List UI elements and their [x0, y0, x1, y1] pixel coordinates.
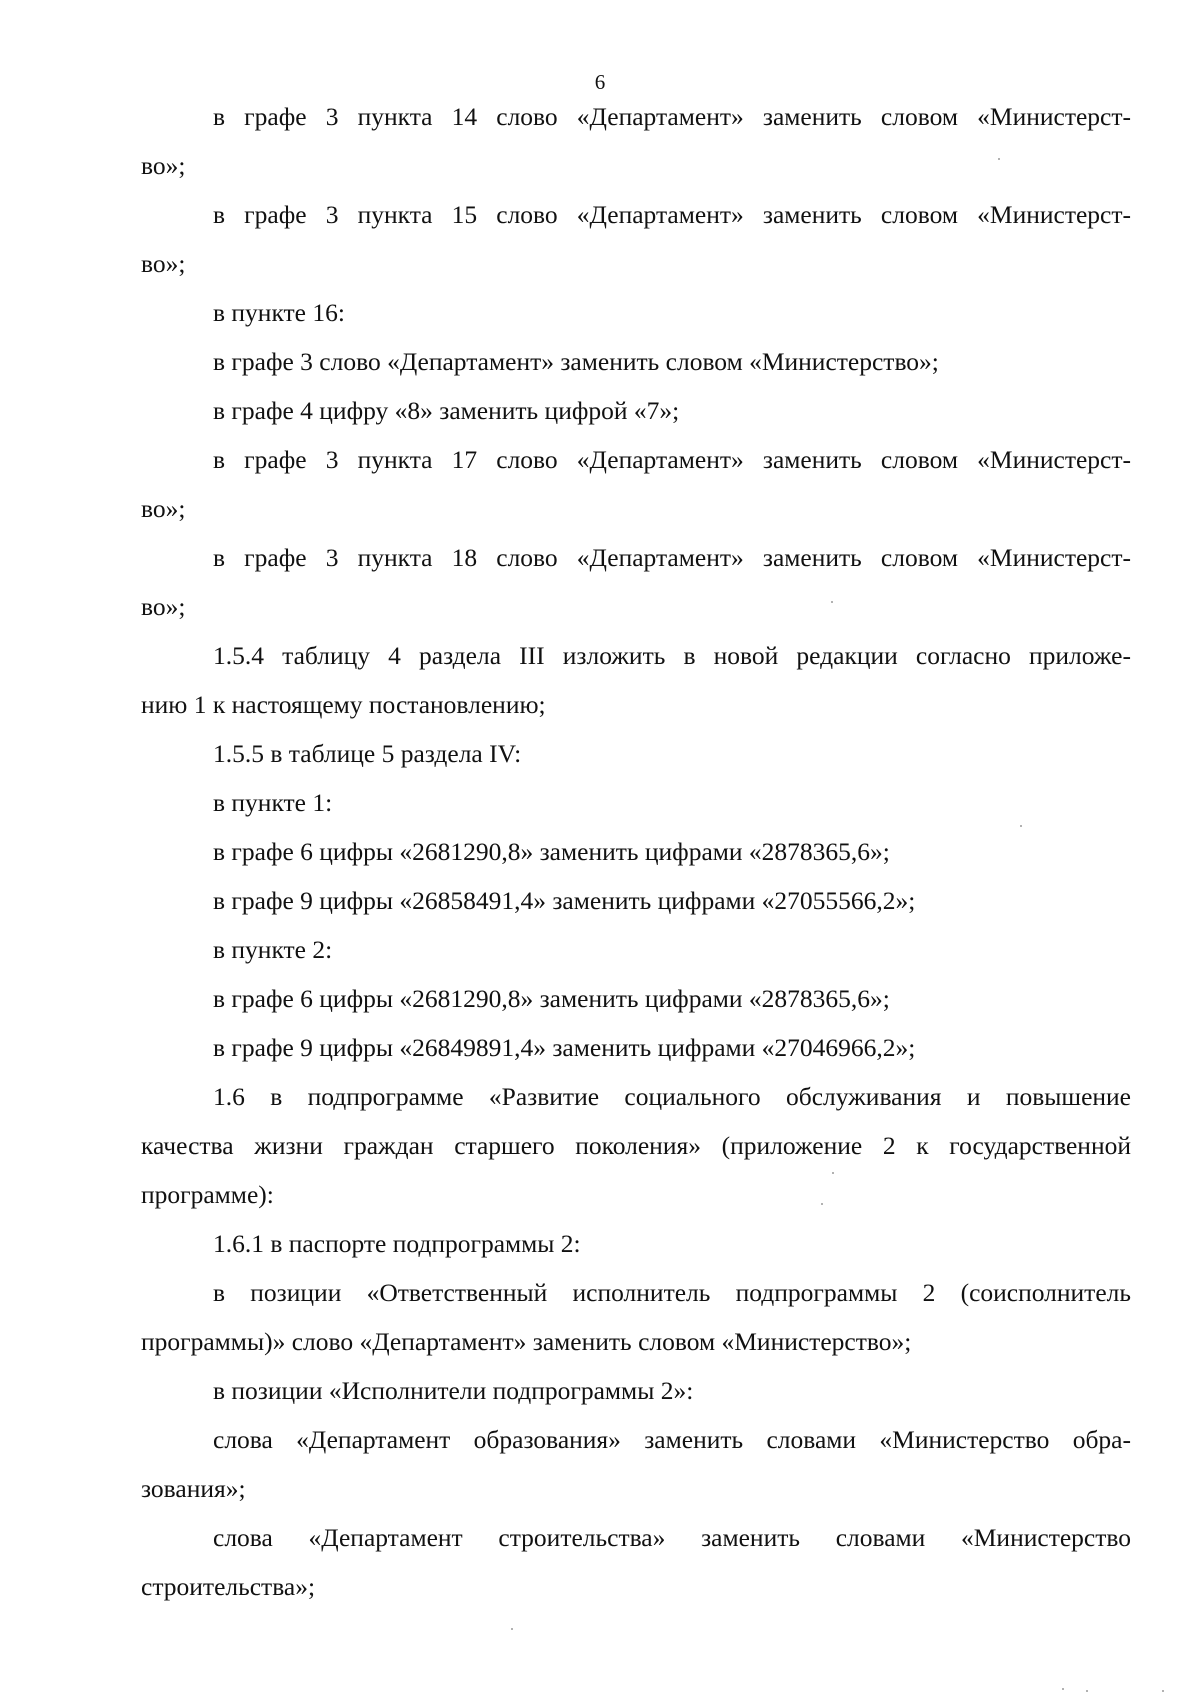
text-line: в графе 6 цифры «2681290,8» заменить цифрами «2878365,6»; [213, 984, 890, 1013]
text-line: во»; [141, 592, 186, 621]
text-line: строительства»; [141, 1572, 316, 1601]
scan-speck [821, 1203, 823, 1205]
document-body [141, 92, 1131, 1611]
text-line: 1.6.1 в паспорте подпрограммы 2: [213, 1229, 581, 1258]
scan-speck [998, 158, 1000, 160]
text-line: программе): [141, 1180, 274, 1209]
text-line: в графе 3 пункта 14 слово «Департамент» заменить словом «Министерст- [213, 102, 1131, 131]
text-line: в графе 9 цифры «26858491,4» заменить цифрами «27055566,2»; [213, 886, 916, 915]
text-line: 1.5.4 таблицу 4 раздела III изложить в новой редакции согласно приложе- [213, 641, 1131, 670]
text-line: в пункте 2: [213, 935, 333, 964]
text-line: в графе 3 пункта 17 слово «Департамент» заменить словом «Министерст- [213, 445, 1131, 474]
text-line: зования»; [141, 1474, 246, 1503]
text-line: в позиции «Исполнители подпрограммы 2»: [213, 1376, 694, 1405]
scan-speck [831, 601, 833, 603]
text-line: качества жизни граждан старшего поколения» (приложение 2 к государственной [141, 1131, 1131, 1160]
text-line: в графе 9 цифры «26849891,4» заменить цифрами «27046966,2»; [213, 1033, 916, 1062]
scan-speck [1086, 1690, 1088, 1692]
page-number: 6 [594, 70, 606, 94]
scan-speck [1020, 825, 1022, 827]
scan-speck [511, 1628, 513, 1630]
text-line: в графе 6 цифры «2681290,8» заменить цифрами «2878365,6»; [213, 837, 890, 866]
scan-speck [1062, 1688, 1064, 1690]
text-line: во»; [141, 151, 186, 180]
text-line: 1.6 в подпрограмме «Развитие социального обслуживания и повышение [213, 1082, 1131, 1111]
text-line: во»; [141, 249, 186, 278]
text-line: нию 1 к настоящему постановлению; [141, 690, 546, 719]
text-line: слова «Департамент строительства» заменить словами «Министерство [213, 1523, 1131, 1552]
text-line: во»; [141, 494, 186, 523]
text-line: в графе 3 пункта 15 слово «Департамент» заменить словом «Министерст- [213, 200, 1131, 229]
text-line: слова «Департамент образования» заменить словами «Министерство обра- [213, 1425, 1131, 1454]
text-line: в позиции «Ответственный исполнитель подпрограммы 2 (соисполнитель [213, 1278, 1131, 1307]
scan-speck [1162, 1690, 1164, 1692]
text-line: в пункте 16: [213, 298, 345, 327]
scan-speck [832, 1172, 834, 1174]
text-line: программы)» слово «Департамент» заменить словом «Министерство»; [141, 1327, 912, 1356]
text-line: в графе 3 слово «Департамент» заменить словом «Министерство»; [213, 347, 939, 376]
text-line: в графе 4 цифру «8» заменить цифрой «7»; [213, 396, 680, 425]
text-line: в пункте 1: [213, 788, 333, 817]
text-line: 1.5.5 в таблице 5 раздела IV: [213, 739, 522, 768]
text-line: в графе 3 пункта 18 слово «Департамент» заменить словом «Министерст- [213, 543, 1131, 572]
